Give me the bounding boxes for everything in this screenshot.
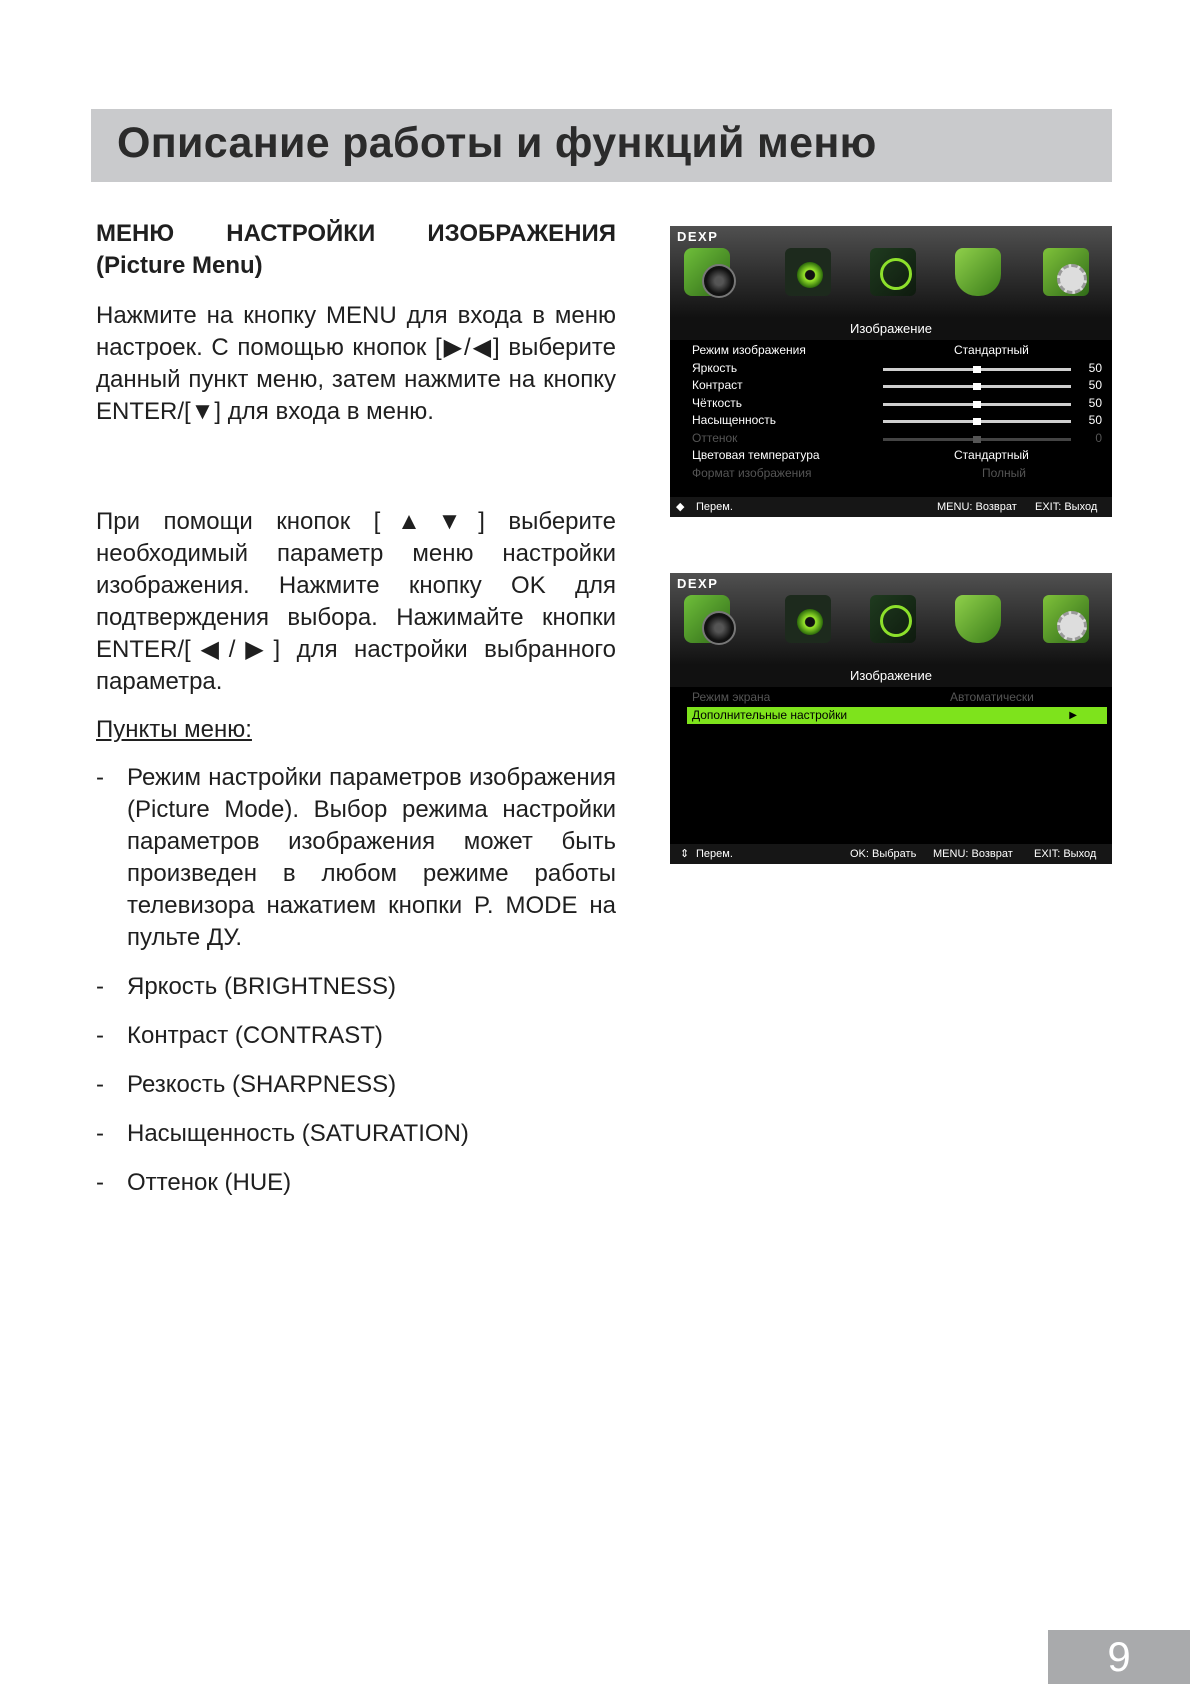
tv-menu-header: Изображение <box>670 318 1112 340</box>
heading-word-2: НАСТРОЙКИ <box>226 220 376 247</box>
slider-knob <box>973 366 981 373</box>
move-arrows-icon: ◆ <box>676 501 685 513</box>
tv-menu-rows <box>692 342 1102 482</box>
sharpness-row: Чёткость 50 <box>692 395 1102 410</box>
bullet-dash: - <box>96 764 104 791</box>
section-heading <box>96 218 616 282</box>
picture-icon <box>684 595 730 643</box>
tv-icon-bar <box>670 573 1112 665</box>
channel-icon <box>870 595 916 643</box>
heading-word-3: ИЗОБРАЖЕНИЯ <box>427 220 616 247</box>
heading-subtitle: (Picture Menu) <box>96 252 263 279</box>
sharpness-slider <box>883 403 1071 406</box>
list-item: - Резкость (SHARPNESS) <box>96 1069 616 1101</box>
lock-icon <box>955 248 1001 296</box>
slider-knob <box>973 436 981 443</box>
tv-screenshot-picture-menu <box>670 226 1112 517</box>
color-temp-row: Цветовая температура Стандартный <box>692 448 1029 462</box>
bullet-dash: - <box>96 1071 104 1098</box>
brightness-slider <box>883 368 1071 371</box>
list-item: - Насыщенность (SATURATION) <box>96 1118 616 1150</box>
picture-icon <box>684 248 730 296</box>
sound-icon <box>785 248 831 296</box>
left-column <box>96 218 616 1216</box>
tv-menu-header: Изображение <box>670 665 1112 687</box>
tv-footer: ◆ Перем. MENU: Возврат EXIT: Выход <box>670 497 1112 517</box>
chevron-right-icon: ▶ <box>1069 709 1077 721</box>
tv-icon-bar <box>670 226 1112 318</box>
bullet-dash: - <box>96 973 104 1000</box>
brightness-row: Яркость 50 <box>692 360 1102 375</box>
picture-mode-row: Режим изображения Стандартный <box>692 343 1029 357</box>
dexp-logo: DEXP <box>677 229 719 244</box>
dexp-logo: DEXP <box>677 576 719 591</box>
slider-knob <box>973 383 981 390</box>
paragraph-select-param: При помощи кнопок [▲▼] выберите необходимый параметр меню настройки изображения. Нажмите кнопку OK для подтверждения выбора. Нажимайте кнопки ENTER/[◀/▶] для настройки выбранного параметра. <box>96 508 616 695</box>
menu-items-label: Пункты меню: <box>96 716 252 743</box>
hue-row: Оттенок 0 <box>692 430 1102 445</box>
list-item: - Яркость (BRIGHTNESS) <box>96 971 616 1003</box>
tv-footer: ⇕ Перем. OK: Выбрать MENU: Возврат EXIT: Выход <box>670 844 1112 864</box>
list-item: - Оттенок (HUE) <box>96 1167 616 1199</box>
contrast-slider <box>883 385 1071 388</box>
paragraph-enter-menu: Нажмите на кнопку MENU для входа в меню настроек. С помощью кнопок [▶/◀] выберите данный пункт меню, затем нажмите на кнопку ENTER/[▼] для входа в меню. <box>96 302 616 425</box>
title-bar <box>91 109 1112 182</box>
slider-knob <box>973 401 981 408</box>
advanced-settings-row: Дополнительные настройки ▶ <box>687 707 1107 725</box>
channel-icon <box>870 248 916 296</box>
bullet-dash: - <box>96 1120 104 1147</box>
page-title: Описание работы и функций меню <box>117 119 877 167</box>
slider-knob <box>973 418 981 425</box>
hue-slider <box>883 438 1071 441</box>
menu-items-list <box>96 762 616 1199</box>
list-item: - Контраст (CONTRAST) <box>96 1020 616 1052</box>
list-item: - Режим настройки параметров изображения (Picture Mode). Выбор режима настройки параметров изображения может быть произведен в любом режиме работы телевизора нажатием кнопки P. MODE на пульте ДУ. <box>96 764 616 951</box>
saturation-row: Насыщенность 50 <box>692 413 1102 427</box>
saturation-slider <box>883 420 1071 423</box>
page-number: 9 <box>1048 1630 1190 1684</box>
up-down-arrows-icon: ⇕ <box>680 848 690 860</box>
tv-screenshot-advanced-menu <box>670 573 1112 864</box>
aspect-row: Формат изображения Полный <box>692 465 1026 480</box>
settings-icon <box>1043 595 1089 643</box>
settings-icon <box>1043 248 1089 296</box>
heading-word-1: МЕНЮ <box>96 220 175 247</box>
screen-mode-row: Режим экрана Автоматически <box>692 690 1034 704</box>
lock-icon <box>955 595 1001 643</box>
contrast-row: Контраст 50 <box>692 378 1102 392</box>
tv-menu-rows <box>692 689 1102 724</box>
sound-icon <box>785 595 831 643</box>
bullet-dash: - <box>96 1169 104 1196</box>
bullet-dash: - <box>96 1022 104 1049</box>
